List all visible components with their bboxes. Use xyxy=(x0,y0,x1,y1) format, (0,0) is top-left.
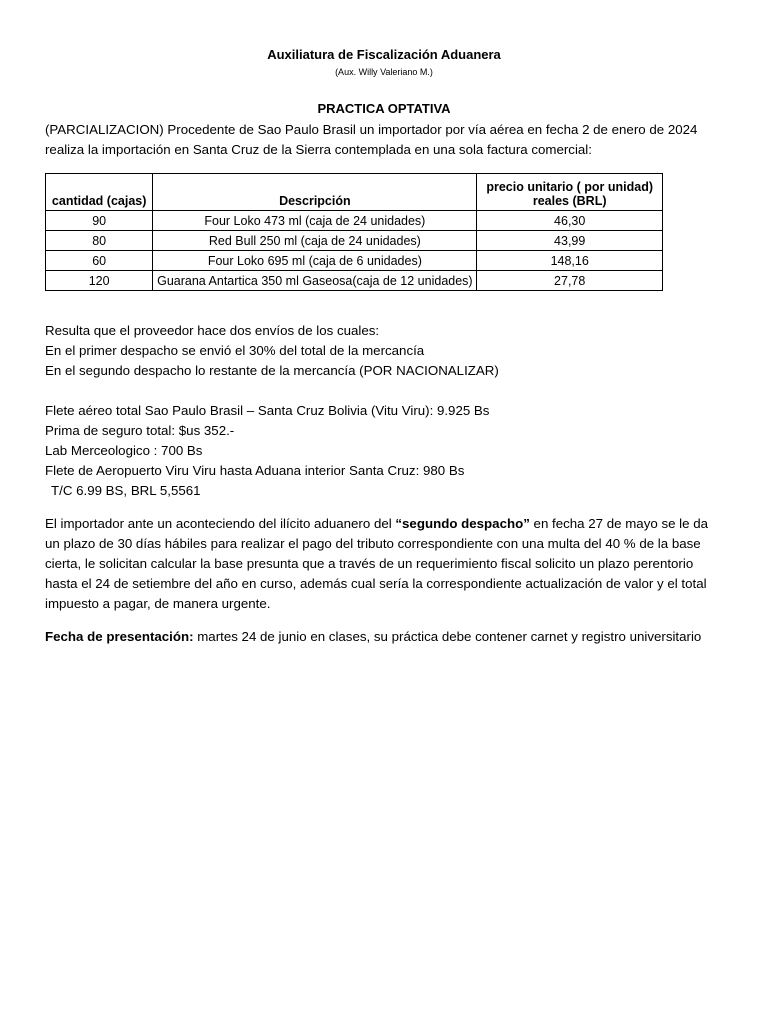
cell-price: 46,30 xyxy=(477,211,663,231)
header-quantity: cantidad (cajas) xyxy=(46,174,153,211)
shipments-line: Resulta que el proveedor hace dos envíos de los cuales: xyxy=(45,323,380,338)
problem-text-bold: “segundo despacho” xyxy=(395,516,530,531)
exchange-rate-line: T/C 6.99 BS, BRL 5,5561 xyxy=(51,483,201,498)
cost-line: Prima de seguro total: $us 352.- xyxy=(45,423,235,438)
costs-block xyxy=(45,401,735,501)
table-row xyxy=(46,251,663,271)
problem-paragraph xyxy=(45,514,723,614)
presentation-text: martes 24 de junio en clases, su práctica debe contener carnet y registro universitario xyxy=(193,629,702,644)
shipments-line: En el segundo despacho lo restante de la mercancía (POR NACIONALIZAR) xyxy=(45,363,499,378)
cell-description: Four Loko 695 ml (caja de 6 unidades) xyxy=(153,251,477,271)
problem-text-end: en fecha 27 de mayo se le da un plazo de 30 días hábiles para realizar el pago del tributo correspondiente con una multa del 40 % de la base cierta, le solicitan calcular la base presunta que a través de un requerimiento fiscal solicito un plazo perentorio hasta el 24 de setiembre del año en curso, además cual sería la correspondiente actualización de valor y el total impuesto a pagar, de manera urgente. xyxy=(45,516,709,611)
intro-paragraph: (PARCIALIZACION) Procedente de Sao Paulo Brasil un importador por vía aérea en fecha 2 de enero de 2024 realiza la importación en Santa Cruz de la Sierra contemplada en una sola factura comercial: xyxy=(45,122,698,157)
practice-title: PRACTICA OPTATIVA xyxy=(317,101,451,116)
cell-price: 43,99 xyxy=(477,231,663,251)
problem-text-start: El importador ante un aconteciendo del ilícito aduanero del xyxy=(45,516,396,531)
cell-description: Four Loko 473 ml (caja de 24 unidades) xyxy=(153,211,477,231)
header-unit-price xyxy=(477,174,663,211)
document-title: Auxiliatura de Fiscalización Aduanera xyxy=(267,47,501,62)
cell-quantity: 120 xyxy=(46,271,153,291)
header-price-line2: reales (BRL) xyxy=(532,194,607,208)
table-header-row xyxy=(46,174,663,211)
presentation-label: Fecha de presentación: xyxy=(45,629,194,644)
cost-line: Flete de Aeropuerto Viru Viru hasta Aduana interior Santa Cruz: 980 Bs xyxy=(45,463,465,478)
shipments-block xyxy=(45,321,735,381)
cell-quantity: 60 xyxy=(46,251,153,271)
invoice-table xyxy=(45,173,663,291)
table-row xyxy=(46,271,663,291)
cell-quantity: 90 xyxy=(46,211,153,231)
cell-price: 27,78 xyxy=(477,271,663,291)
document-author: (Aux. Willy Valeriano M.) xyxy=(335,67,433,77)
cost-line: Lab Merceologico : 700 Bs xyxy=(45,443,203,458)
shipments-line: En el primer despacho se envió el 30% del total de la mercancía xyxy=(45,343,425,358)
cell-description: Red Bull 250 ml (caja de 24 unidades) xyxy=(153,231,477,251)
presentation-paragraph xyxy=(45,627,723,647)
cell-price: 148,16 xyxy=(477,251,663,271)
cell-quantity: 80 xyxy=(46,231,153,251)
cell-description: Guarana Antartica 350 ml Gaseosa(caja de 12 unidades) xyxy=(153,271,477,291)
cost-line: Flete aéreo total Sao Paulo Brasil – Santa Cruz Bolivia (Vitu Viru): 9.925 Bs xyxy=(45,403,490,418)
table-row xyxy=(46,211,663,231)
header-description: Descripción xyxy=(153,174,477,211)
header-price-line1: precio unitario ( por unidad) xyxy=(486,180,654,194)
table-row xyxy=(46,231,663,251)
